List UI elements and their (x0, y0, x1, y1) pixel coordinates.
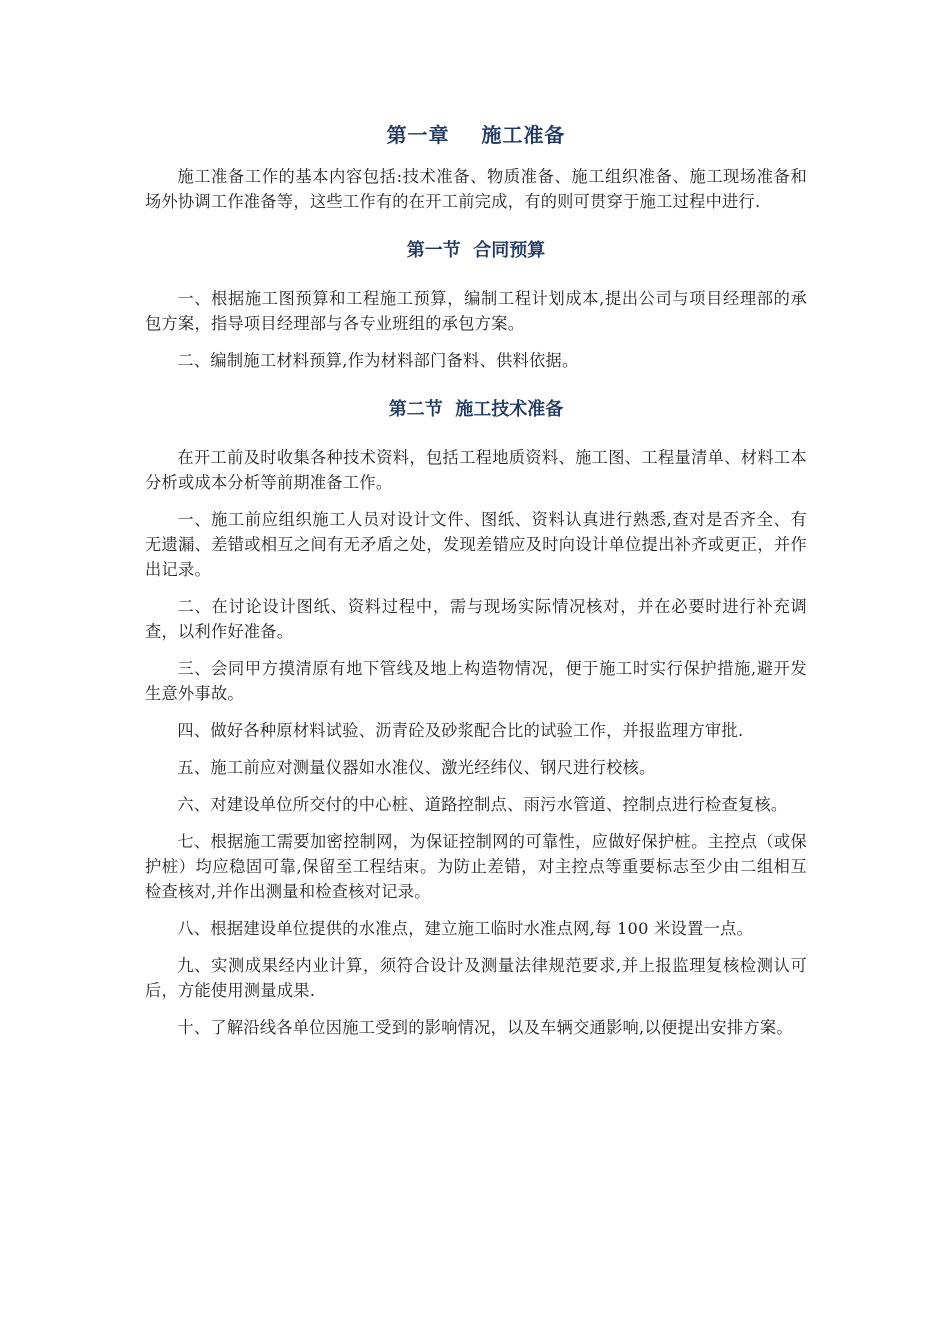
section-1-title: 第一节 合同预算 (406, 240, 546, 261)
section-1-paragraph: 二、编制施工材料预算,作为材料部门备料、供料依据。 (177, 351, 579, 370)
section-2-paragraph: 五、施工前应对测量仪器如水准仪、激光经纬仪、钢尺进行校核。 (177, 758, 656, 777)
section-2-paragraph: 一、施工前应组织施工人员对设计文件、图纸、资料认真进行熟悉,查对是否齐全、有无遗漏、差错或相互之间有无矛盾之处，发现差错应及时向设计单位提出补齐或更正，并作出记录。 (145, 510, 807, 579)
section-2-title: 第二节 施工技术准备 (388, 399, 564, 420)
section-2-paragraph: 六、对建设单位所交付的中心桩、道路控制点、雨污水管道、控制点进行检查复核。 (177, 795, 788, 814)
section-2-paragraph: 十、了解沿线各单位因施工受到的影响情况，以及车辆交通影响,以便提出安排方案。 (177, 1018, 793, 1037)
chapter-intro-paragraph: 施工准备工作的基本内容包括:技术准备、物质准备、施工组织准备、施工现场准备和场外协调工作准备等，这些工作有的在开工前完成，有的则可贯穿于施工过程中进行. (145, 167, 807, 211)
section-2-paragraph: 在开工前及时收集各种技术资料，包括工程地质资料、施工图、工程量清单、材料工本分析或成本分析等前期准备工作。 (145, 448, 807, 492)
section-2-paragraph: 八、根据建设单位提供的水准点，建立施工临时水准点网,每 100 米设置一点。 (177, 919, 754, 938)
document-page (145, 118, 807, 1052)
chapter-title: 第一章 施工准备 (386, 123, 566, 147)
section-2-paragraph: 九、实测成果经内业计算，须符合设计及测量法律规范要求,并上报监理复核检测认可后，方能使用测量成果. (145, 956, 807, 1000)
section-2-paragraph: 三、会同甲方摸清原有地下管线及地上构造物情况，便于施工时实行保护措施,避开发生意外事故。 (145, 659, 807, 703)
section-2-paragraph: 四、做好各种原材料试验、沥青砼及砂浆配合比的试验工作，并报监理方审批. (177, 721, 744, 740)
section-2-paragraph: 二、在讨论设计图纸、资料过程中，需与现场实际情况核对，并在必要时进行补充调查，以利作好准备。 (145, 597, 807, 641)
section-2-paragraph: 七、根据施工需要加密控制网，为保证控制网的可靠性，应做好保护桩。主控点（或保护桩）均应稳固可靠,保留至工程结束。为防止差错，对主控点等重要标志至少由二组相互检查核对,并作出测量和检查核对记录。 (145, 832, 807, 901)
section-1-paragraph: 一、根据施工图预算和工程施工预算，编制工程计划成本,提出公司与项目经理部的承包方案，指导项目经理部与各专业班组的承包方案。 (145, 289, 807, 333)
